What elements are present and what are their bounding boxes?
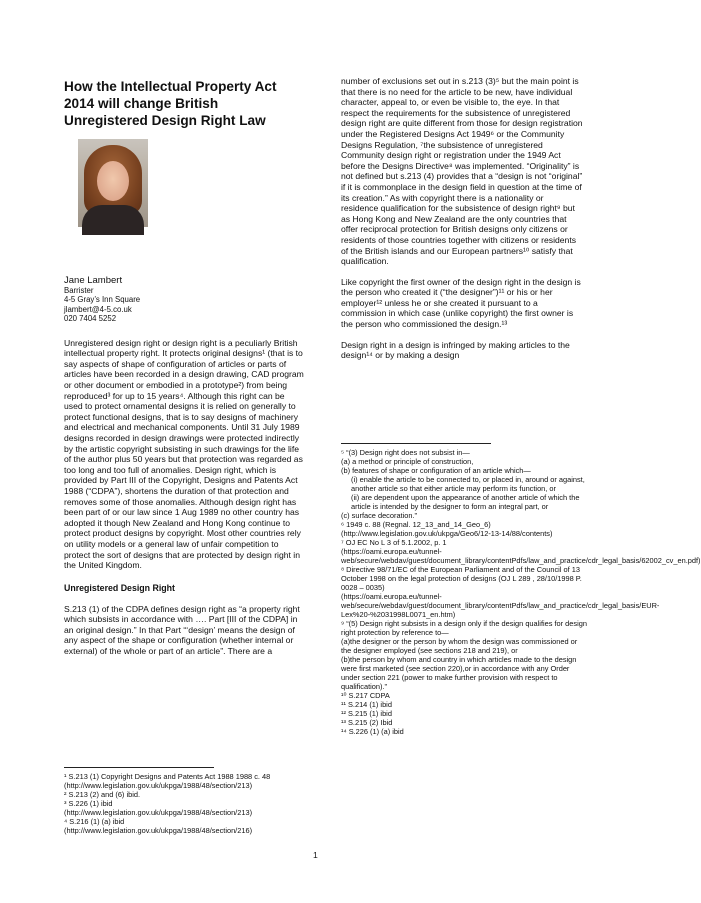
left-column [64, 78, 304, 667]
footnote: ⁷ OJ EC No L 3 of 5.1.2002, p. 1 [341, 538, 447, 547]
photo-body [82, 205, 144, 235]
footnote: ⁶ 1949 c. 88 (Regnal. 12_13_and_14_Geo_6) [341, 520, 491, 529]
author-photo [78, 139, 148, 227]
definition-paragraph: S.213 (1) of the CDPA defines design right as “a property right which subsists in accordance with …. Part [III of the CDPA] in an original design.” In that Part “‘design’ means the design of any aspect of the shape or configuration (whether internal or external) of the whole or part of an article”. There are a [64, 603, 300, 657]
footnote-url[interactable]: (http://www.legislation.gov.uk/ukpga/1988/48/section/213) [64, 781, 253, 790]
footnote-subitem: (ii) are dependent upon the appearance of another article of which the article is intended by the designer to form an integral part, or [351, 493, 580, 511]
footnote-url[interactable]: (http://www.legislation.gov.uk/ukpga/Geo6/12-13-14/88/contents) [341, 529, 553, 538]
right-column [341, 76, 583, 371]
footnote: (b)the person by whom and country in which articles made to the design were first marketed (see section 220),or in accordance with any Order under section 221 (power to make further provision with respect to qualification).” [341, 655, 577, 691]
author-block [64, 275, 304, 324]
footnote: (a)the designer or the person by whom the design was commissioned or the designer employed (see sections 218 and 219), or [341, 637, 578, 655]
footnote: (b) features of shape or configuration of an article which— [341, 466, 531, 475]
footnote-url[interactable]: (https://oami.europa.eu/tunnel-web/secure/webdav/guest/document_library/contentPdfs/law_and_practice/cdr_legal_basis/62002_cv_en.pdf) [341, 547, 701, 565]
footnote: ¹⁴ S.226 (1) (a) ibid [341, 727, 404, 736]
footnote: ³ S.226 (1) ibid [64, 799, 113, 808]
footnote: ⁹ “(5) Design right subsists in a design only if the design qualifies for design right protection by reference to— [341, 619, 587, 637]
photo-face [97, 161, 129, 201]
footnote-url[interactable]: (https://oami.europa.eu/tunnel-web/secure/webdav/guest/document_library/contentPdfs/law_and_practice/cdr_legal_basis/EUR-Lex%20-%2031998L0071_en.htm) [341, 592, 660, 619]
ownership-paragraph: Like copyright the first owner of the design right in the design is the person who created it (“the designer”)¹¹ or his or her employer¹² unless he or she created it pursuant to a commission in which case (unlike copyright) the first owner is the person who commissioned the design.¹³ [341, 276, 581, 330]
footnote: ⁸ Directive 98/71/EC of the European Parliament and of the Council of 13 October 1998 on the legal protection of designs (OJ L 289 , 28/10/1998 P. 0028 – 0035) [341, 565, 582, 592]
footnote-url[interactable]: (http://www.legislation.gov.uk/ukpga/1988/48/section/216) [64, 826, 253, 835]
author-role: Barrister [64, 286, 94, 295]
author-phone: 020 7404 5252 [64, 314, 117, 324]
page-number: 1 [313, 850, 318, 860]
footnote: ⁵ “(3) Design right does not subsist in— [341, 448, 470, 457]
intro-paragraph: Unregistered design right or design right is a peculiarly British intellectual property right. It protects original designs¹ (that is to say aspects of shape of configuration of articles or parts of articles have been recorded in a design drawing, CAD program or other document or embodied in a prototype²) from being reproduced³ for up to 15 years⁴. Although this right can be used to protect ornamental designs it is relied on generally to protect functional designs, that is to say designs of machinery and electrical and mechanical components. Until 31 July 1989 designs recorded in design drawings were protected indirectly by the artistic copyright subsisting in such drawings for the life of the author plus 50 years but that protection was regarded as too long and too full of anomalies. Design right, which is provided by Part III of the Copyright, Designs and Patents Act 1988 (“CDPA”), shortens the duration of that protection and removes some of those anomalies. Although design right has been part of or our law since 1 Aug 1989 no other country has adopted it though New Zealand and Hong Kong continue to protect product designs by copyright. Most other countries rely on utility models or a general law of unfair competition to protect the sort of designs that are protected by design right in the United Kingdom. [64, 337, 304, 571]
author-address: 4-5 Gray’s Inn Square [64, 295, 141, 305]
footnote: ¹¹ S.214 (1) ibid [341, 700, 392, 709]
footnote: (c) surface decoration.” [341, 511, 417, 520]
author-name: Jane Lambert [64, 275, 123, 286]
footnote: ¹³ S.215 (2) Ibid [341, 718, 393, 727]
footnote: ¹⁰ S.217 CDPA [341, 691, 390, 700]
exclusions-paragraph: number of exclusions set out in s.213 (3)⁵ but the main point is that there is no need for the article to be new, have individual character, appeal to, or even be visible to, the eye. In that respect the requirements for the subsistence of unregistered design right are quite different from those for design registration under the Registered Designs Act 1949⁶ or the Community Designs Regulation, ⁷the subsistence of unregistered Community design right or registration under the 1949 Act before the Designs Directive⁸ was implemented. “Originality” is not defined but s.213 (4) provides that a “design is not “original” if it is commonplace in the design field in question at the time of its creation.” As with copyright there is a nationality or residence qualification for the subsistence of design right⁹ but as Hong Kong and New Zealand are the only countries that offer reciprocal protection for British designs only citizens or residents of those countries together with citizens or residents of the British islands and our European partners¹⁰ satisfy that qualification. [341, 76, 583, 267]
footnote-rule [64, 767, 214, 768]
footnote: ¹² S.215 (1) ibid [341, 709, 392, 718]
section-heading: Unregistered Design Right [64, 582, 175, 593]
footnote: ⁴ S.216 (1) (a) ibid [64, 817, 125, 826]
author-email[interactable]: jlambert@4-5.co.uk [64, 304, 132, 314]
footnotes-left [64, 767, 308, 835]
footnotes-right [341, 443, 701, 736]
infringement-paragraph: Design right in a design is infringed by making articles to the design¹⁴ or by making a design [341, 339, 570, 361]
footnote: ² S.213 (2) and (6) ibid. [64, 790, 140, 799]
footnote [341, 493, 589, 511]
footnote: (a) a method or principle of construction, [341, 457, 474, 466]
footnote [341, 475, 589, 493]
article-title: How the Intellectual Property Act 2014 will change British Unregistered Design Right Law [64, 79, 277, 128]
footnote: ¹ S.213 (1) Copyright Designs and Patents Act 1988 1988 c. 48 [64, 772, 271, 781]
footnote-url[interactable]: (http://www.legislation.gov.uk/ukpga/1988/48/section/213) [64, 808, 253, 817]
footnote-rule [341, 443, 491, 444]
footnote-subitem: (i) enable the article to be connected to, or placed in, around or against, another article so that either article may perform its function, or [351, 475, 585, 493]
